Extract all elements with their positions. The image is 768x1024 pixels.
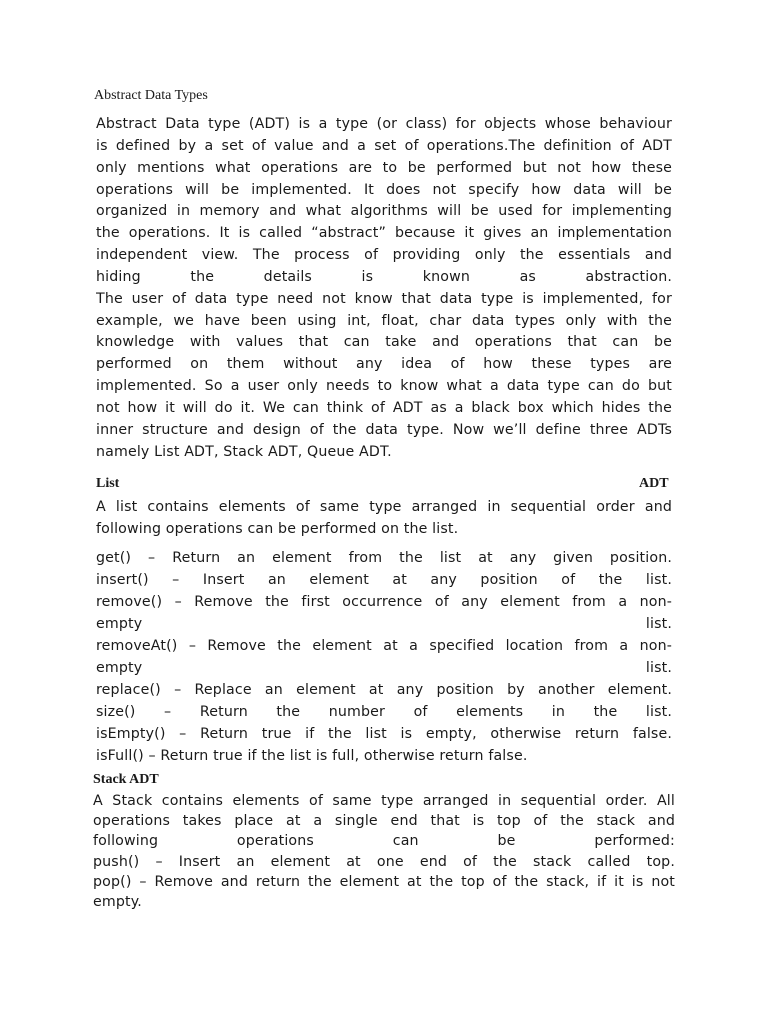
- list-heading-adt: ADT: [639, 476, 669, 491]
- intro-line: the operations. It is called “abstract” because it gives an implementation: [96, 225, 672, 242]
- list-intro-line: A list contains elements of same type arranged in sequential order and: [96, 499, 672, 515]
- intro-line: only mentions what operations are to be performed but not how these: [96, 159, 672, 176]
- list-intro-line: following operations can be performed on the list.: [96, 521, 459, 537]
- stack-line: push() – Insert an element at one end of the stack called top.: [93, 853, 675, 870]
- intro-line: performed on them without any idea of how these types are: [96, 356, 672, 373]
- stack-line: operations takes place at a single end that is top of the stack and: [93, 813, 675, 830]
- stack-line: pop() – Remove and return the element at the top of the stack, if it is not: [93, 873, 675, 890]
- intro-line: not how it will do it. We can think of ADT as a black box which hides the: [96, 399, 672, 416]
- list-heading: List: [96, 476, 120, 491]
- intro-line: example, we have been using int, float, char data types only with the: [96, 312, 672, 329]
- list-op-line: isFull() – Return true if the list is full, otherwise return false.: [96, 747, 528, 764]
- list-op-line: insert() – Insert an element at any position of the list.: [96, 571, 672, 588]
- list-op-line: get() – Return an element from the list at any given position.: [96, 550, 672, 566]
- stack-paragraph: [93, 791, 675, 912]
- list-op-line: empty list.: [96, 615, 672, 632]
- intro-line: is defined by a set of value and a set of operations.The definition of ADT: [96, 137, 672, 154]
- document-title: Abstract Data Types: [94, 88, 208, 103]
- list-op-line: isEmpty() – Return true if the list is empty, otherwise return false.: [96, 725, 672, 742]
- intro-line: independent view. The process of providing only the essentials and: [96, 247, 672, 264]
- list-op-line: removeAt() – Remove the element at a specified location from a non-: [96, 637, 672, 654]
- list-op-line: size() – Return the number of elements in the list.: [96, 703, 672, 720]
- list-operations: [96, 548, 672, 768]
- list-op-line: remove() – Remove the first occurrence of any element from a non-: [96, 593, 672, 610]
- intro-line: knowledge with values that can take and operations that can be: [96, 334, 672, 351]
- list-intro-paragraph: [96, 496, 672, 540]
- stack-line: following operations can be performed:: [93, 833, 675, 850]
- list-op-line: empty list.: [96, 659, 672, 676]
- intro-line: namely List ADT, Stack ADT, Queue ADT.: [96, 443, 392, 460]
- intro-line: Abstract Data type (ADT) is a type (or class) for objects whose behaviour: [96, 116, 672, 132]
- stack-line: A Stack contains elements of same type arranged in sequential order. All: [93, 793, 675, 809]
- intro-line: hiding the details is known as abstraction.: [96, 268, 672, 285]
- stack-heading: Stack ADT: [93, 772, 159, 787]
- list-op-line: replace() – Replace an element at any position by another element.: [96, 681, 672, 698]
- intro-line: inner structure and design of the data type. Now we’ll define three ADTs: [96, 421, 672, 438]
- intro-line: implemented. So a user only needs to know what a data type can do but: [96, 378, 672, 395]
- intro-line: operations will be implemented. It does not specify how data will be: [96, 181, 672, 198]
- intro-line: organized in memory and what algorithms will be used for implementing: [96, 203, 672, 220]
- stack-line: empty.: [93, 894, 142, 911]
- intro-line: The user of data type need not know that data type is implemented, for: [96, 290, 672, 307]
- intro-paragraph: [96, 114, 672, 464]
